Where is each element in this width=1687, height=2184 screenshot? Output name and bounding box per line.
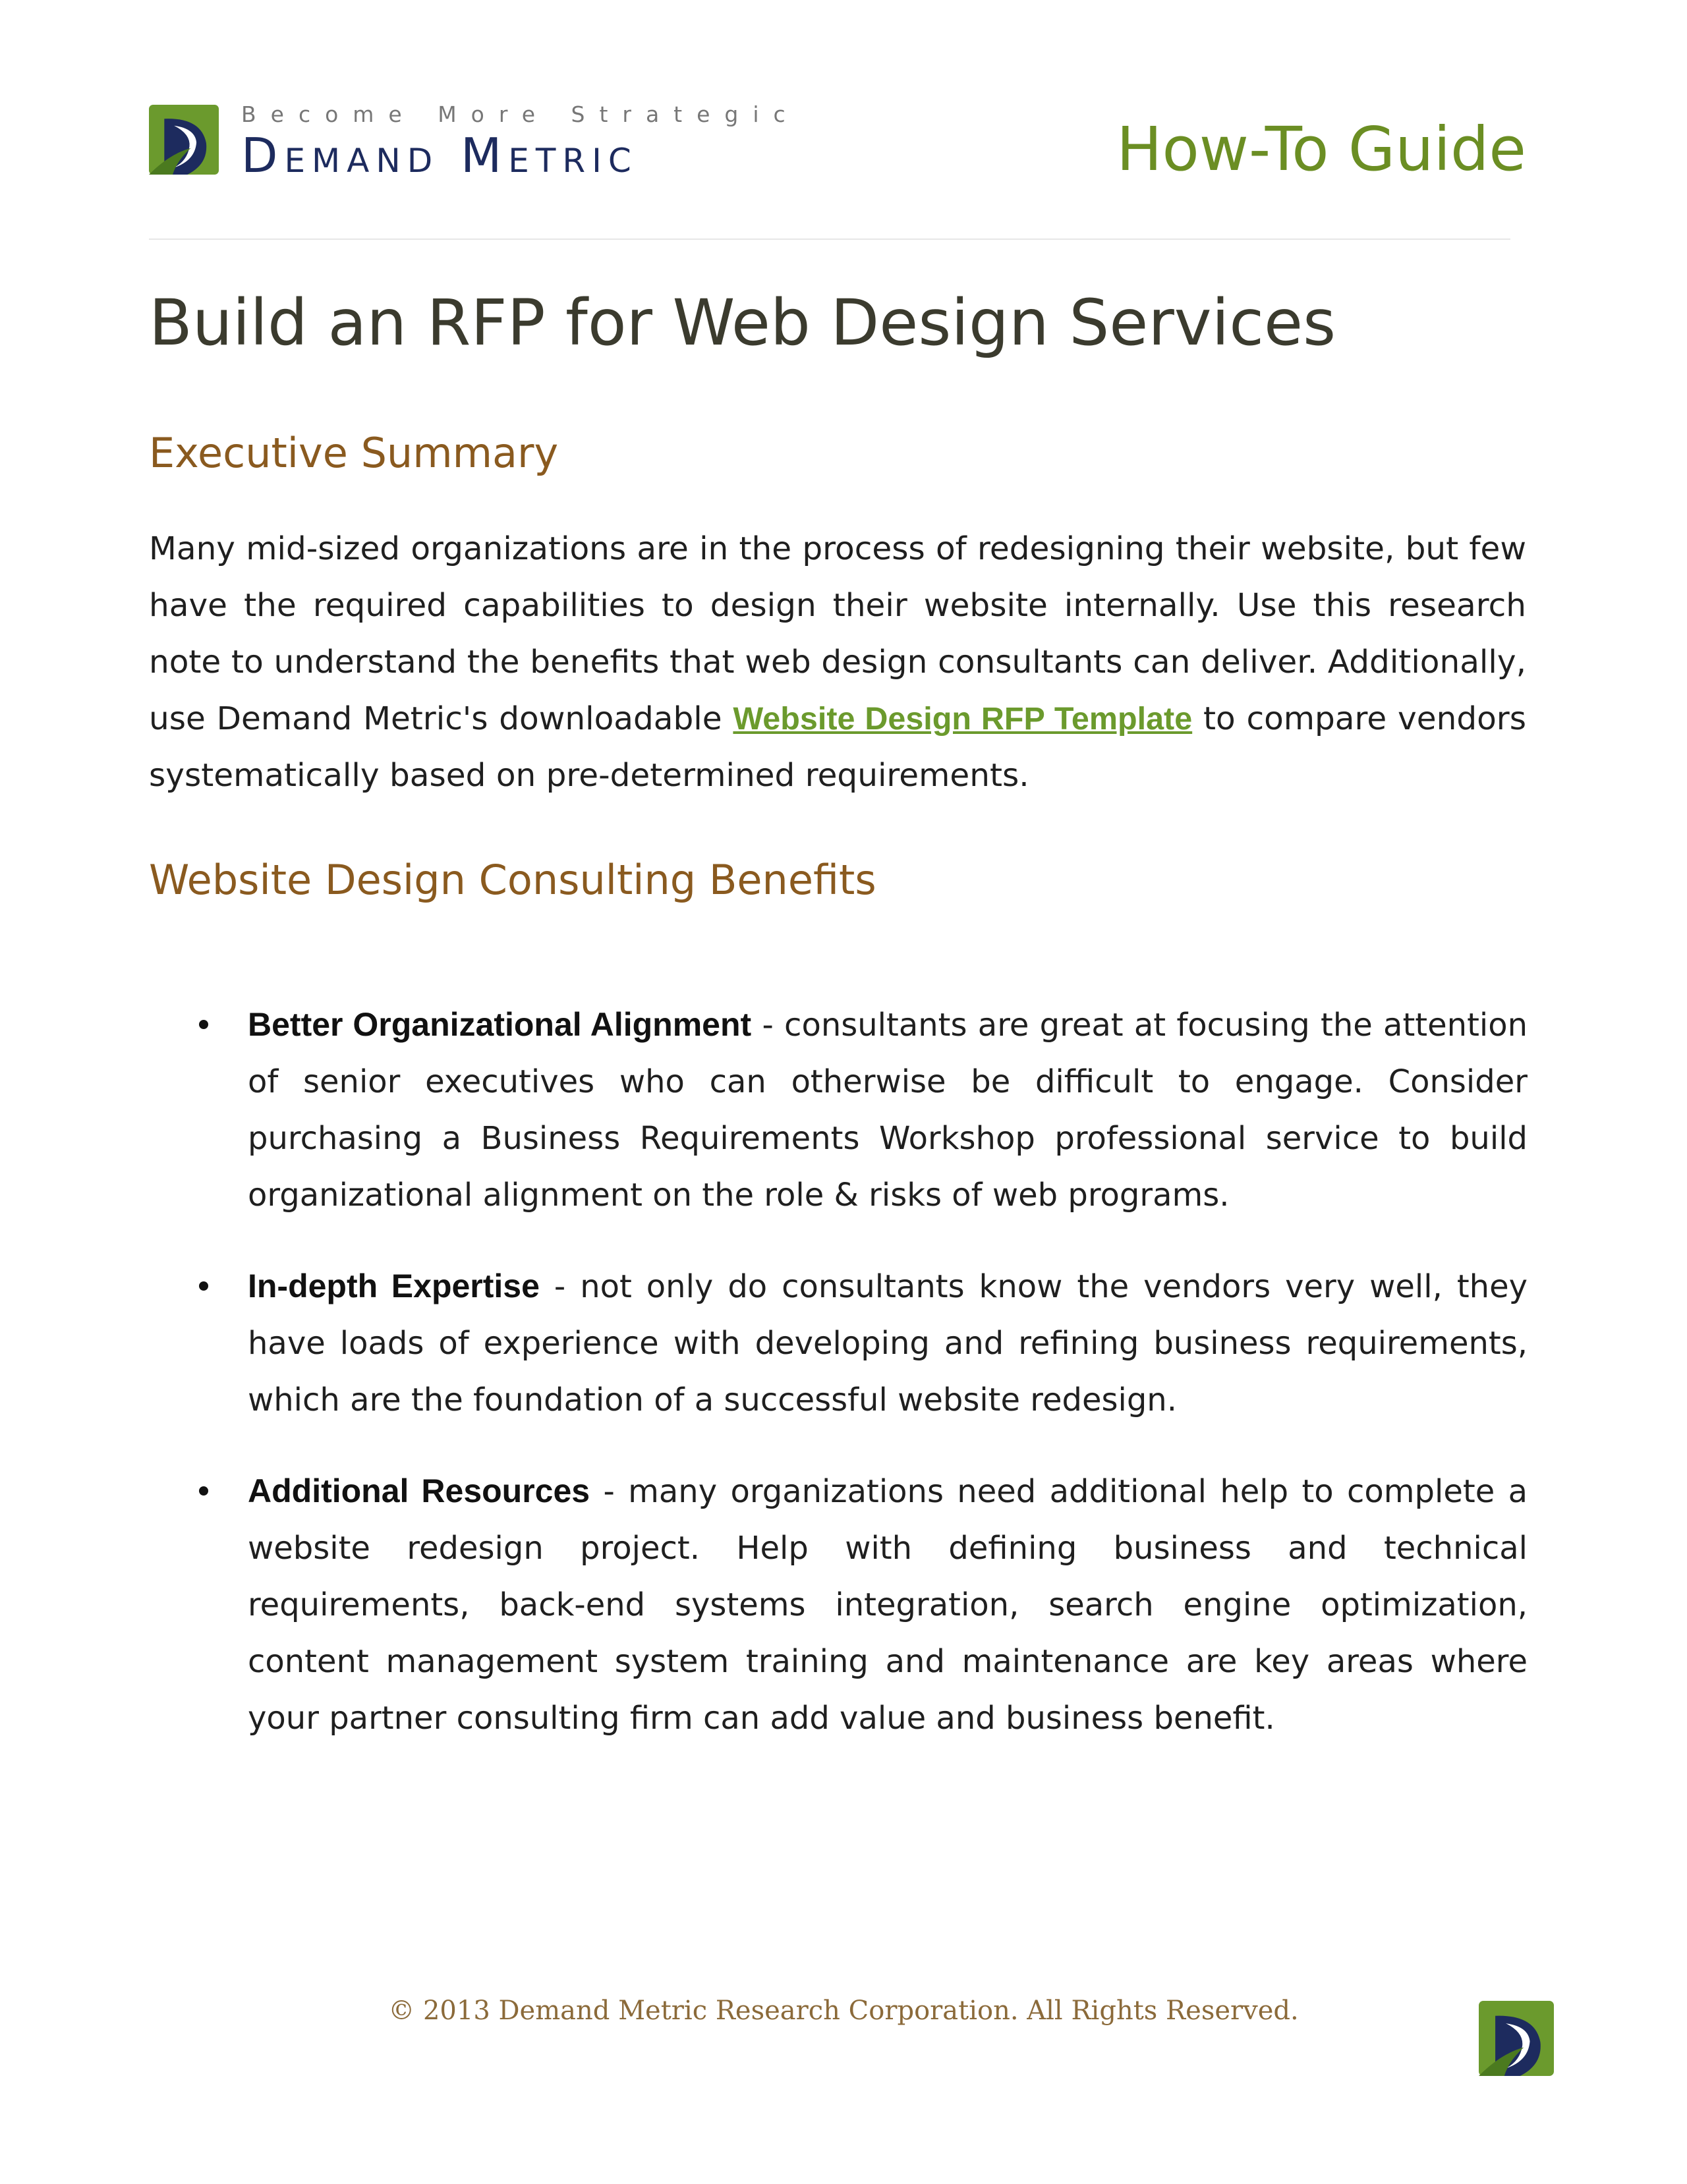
- footer-logo-icon: [1479, 2000, 1554, 2077]
- executive-summary-paragraph: [149, 520, 1526, 804]
- benefits-heading: Website Design Consulting Benefits: [149, 856, 876, 904]
- rfp-template-link[interactable]: Website Design RFP Template: [733, 701, 1193, 737]
- bullet-icon: [199, 1486, 208, 1496]
- bullet-icon: [199, 1020, 208, 1029]
- summary-text-start: Many mid-sized organizations are in the process of redesigning their website, but few have the required capabilities to design their website internally. Use this research note to understand the benefits that web design consultants can deliver. Additionally, use Demand Metric's downloadable: [149, 530, 1526, 737]
- logo-tagline: Become More Strategic: [241, 101, 800, 127]
- page-title: Build an RFP for Web Design Services: [149, 286, 1336, 360]
- benefit-term: Additional Resources: [248, 1472, 590, 1509]
- logo-mark-icon: [149, 104, 219, 175]
- list-item: [149, 996, 1528, 1223]
- benefit-text: [248, 1258, 1528, 1428]
- benefit-text: [248, 1463, 1528, 1747]
- list-item: [149, 1258, 1528, 1428]
- demand-metric-logo: [149, 99, 808, 183]
- benefit-description: - not only do consultants know the vendors very well, they have loads of experience with developing and refining business requirements, which are the foundation of a successful website redesign.: [248, 1268, 1528, 1418]
- footer-copyright: © 2013 Demand Metric Research Corporation. All Rights Reserved.: [388, 1996, 1299, 2026]
- header-divider: [149, 238, 1510, 240]
- list-item: [149, 1463, 1528, 1747]
- guide-label: How-To Guide: [1116, 114, 1526, 184]
- executive-summary-heading: Executive Summary: [149, 429, 559, 477]
- benefit-term: In-depth Expertise: [248, 1268, 540, 1304]
- summary-text-end: to compare vendors systematically based on pre-determined requirements.: [149, 700, 1526, 794]
- benefit-description: - many organizations need additional help to complete a website redesign project. Help with defining business and technical requirements, back-end systems integration, search engine optimization, content management system training and maintenance are key areas where your partner consulting firm can add value and business benefit.: [248, 1473, 1528, 1737]
- logo-wordmark: Demand Metric: [241, 128, 638, 183]
- benefits-list: [149, 996, 1528, 1747]
- bullet-icon: [199, 1281, 208, 1291]
- benefit-description: - consultants are great at focusing the attention of senior executives who can otherwise be difficult to engage. Consider purchasing a Business Requirements Workshop professional service to build organizational alignment on the role & risks of web programs.: [248, 1007, 1528, 1214]
- benefit-text: [248, 996, 1528, 1223]
- benefit-term: Better Organizational Alignment: [248, 1006, 752, 1043]
